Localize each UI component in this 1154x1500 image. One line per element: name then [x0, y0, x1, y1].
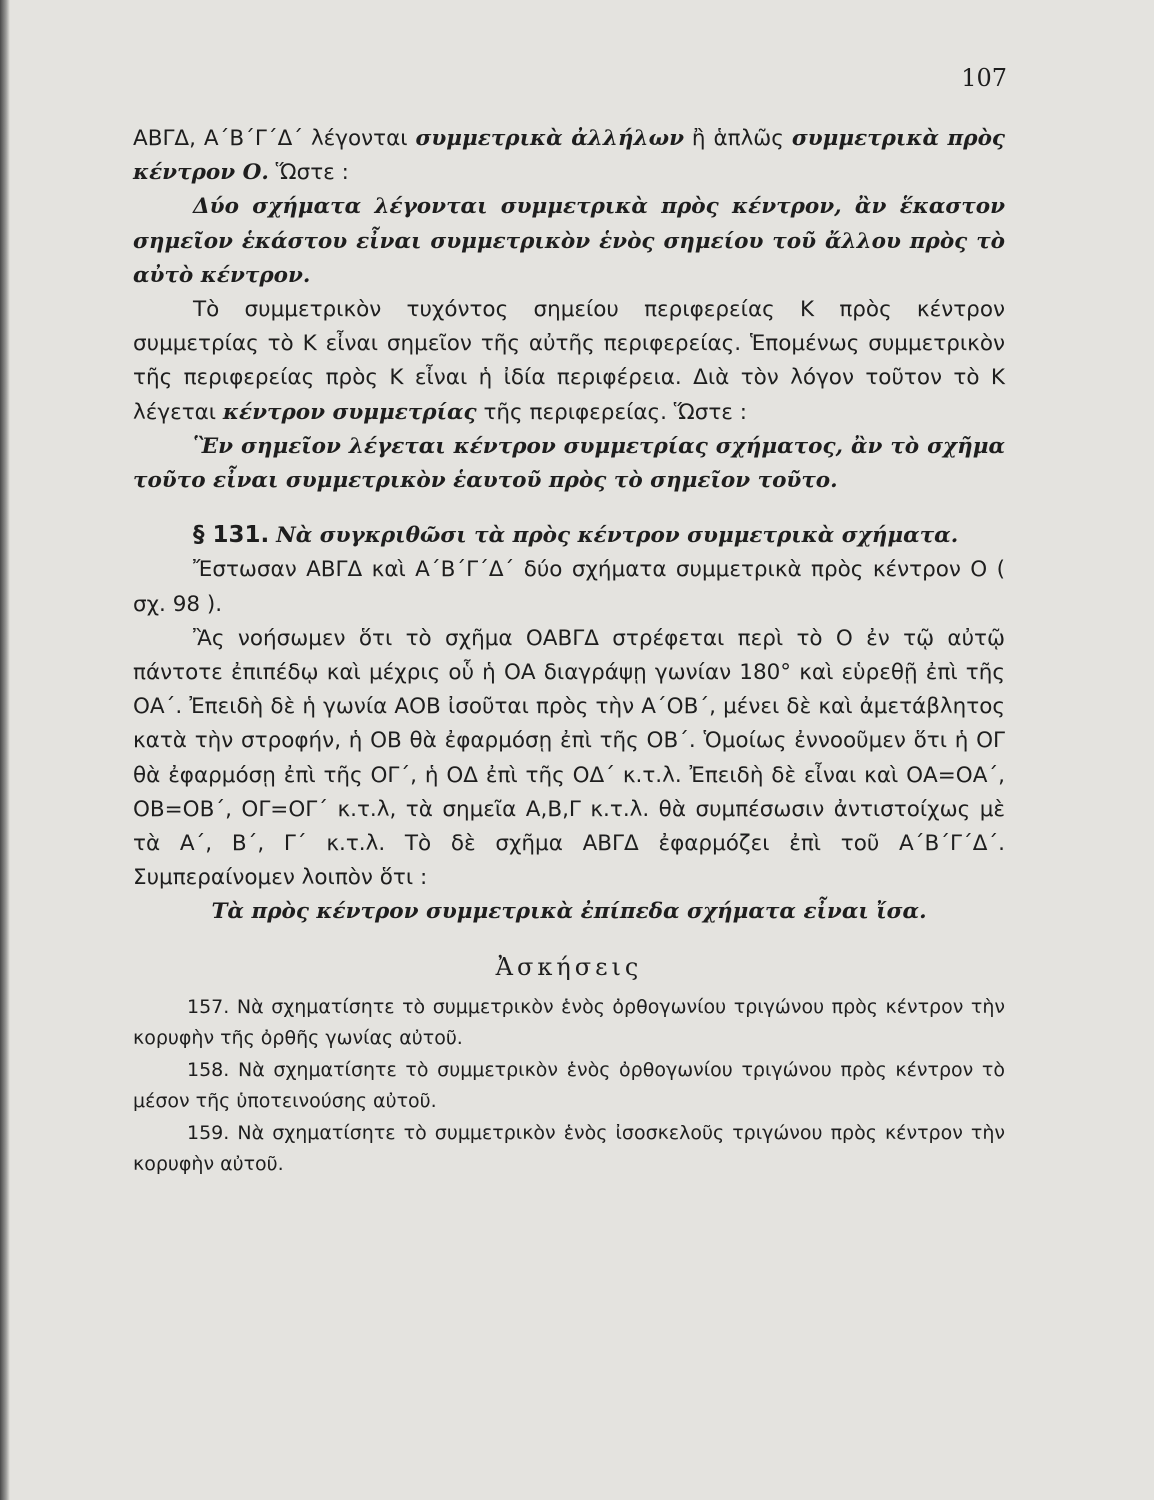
page-number: 107 [961, 64, 1007, 92]
book-gutter-shadow [0, 0, 10, 1500]
paragraph-4: Ἂς νοήσωμεν ὅτι τὸ σχῆμα ΟΑΒΓΔ στρέφεται περὶ τὸ Ο ἐν τῷ αὐτῷ πάντοτε ἐπιπέδῳ καὶ μέχρις οὗ ἡ ΟΑ διαγράψῃ γωνίαν 180° καὶ εὑρεθῇ ἐπὶ τῆς ΟΑ΄. Ἐπειδὴ δὲ ἡ γωνία ΑΟΒ ἰσοῦται πρὸς τὴν Α΄ΟΒ΄, μένει δὲ καὶ ἀμετάβλητος κατὰ τὴν στροφήν, ἡ ΟΒ θὰ ἐφαρμόσῃ ἐπὶ τῆς ΟΒ΄. Ὁμοίως ἐννοοῦμεν ὅτι ἡ ΟΓ θὰ ἐφαρμόσῃ ἐπὶ τῆς ΟΓ΄, ἡ ΟΔ ἐπὶ τῆς ΟΔ΄ κ.τ.λ. Ἐπειδὴ δὲ εἶναι καὶ ΟΑ=ΟΑ΄, ΟΒ=ΟΒ΄, ΟΓ=ΟΓ΄ κ.τ.λ, τὰ σημεῖα Α,Β,Γ κ.τ.λ. θὰ συμπέσωσιν ἀντιστοίχως μὲ τὰ Α΄, Β΄, Γ΄ κ.τ.λ. Τὸ δὲ σχῆμα ΑΒΓΔ ἐφαρμόζει ἐπὶ τοῦ Α΄Β΄Γ΄Δ΄. Συμπεραίνομεν λοιπὸν ὅτι : [133, 625, 1005, 891]
exercise-item: 157. Νὰ σχηματίσητε τὸ συμμετρικὸν ἑνὸς ὀρθογωνίου τριγώνου πρὸς κέντρον τὴν κορυφὴν τῆς ὀρθῆς γωνίας αὐτοῦ. [133, 995, 1005, 1050]
section-heading [133, 518, 1005, 553]
text-run: Τὸ συμμετρικὸν τυχόντος σημείου περιφερείας Κ πρὸς κέντρον συμμετρίας τὸ Κ εἶναι σημεῖον τῆς αὐτῆς περιφερείας. Ἑπομένως συμμετρικὸν τῆς περιφερείας πρὸς Κ εἶναι ἡ ἰδία περιφέρεια. Διὰ τὸν λόγον τοῦτον τὸ Κ λέγεται [133, 297, 1005, 425]
text-run: ΑΒΓΔ, Α΄Β΄Γ΄Δ΄ λέγονται [133, 126, 416, 151]
exercise-item: 158. Νὰ σχηματίσητε τὸ συμμετρικὸν ἑνὸς ὀρθογωνίου τριγώνου πρὸς κέντρον τὸ μέσον τῆς ὑποτεινούσης αὐτοῦ. [133, 1058, 1005, 1113]
emphasis: συμμετρικὰ πρὸς κέντρον Ο. [133, 126, 1006, 186]
text-run: Ὥστε : [268, 160, 349, 186]
paragraph-3: Ἔστωσαν ΑΒΓΔ καὶ Α΄Β΄Γ΄Δ΄ δύο σχήματα συμμετρικὰ πρὸς κέντρον Ο ( σχ. 98 ). [133, 557, 1005, 617]
exercise-item: 159. Νὰ σχηματίσητε τὸ συμμετρικὸν ἑνὸς ἰσοσκελοῦς τριγώνου πρὸς κέντρον τὴν κορυφὴν αὐτοῦ. [133, 1121, 1005, 1176]
definition-center-of-symmetry: Ἓν σημεῖον λέγεται κέντρον συμμετρίας σχήματος, ἂν τὸ σχῆμα τοῦτο εἶναι συμμετρικὸν ἑαυτοῦ πρὸς τὸ σημεῖον τοῦτο. [133, 433, 1005, 494]
emphasis: κέντρον συμμετρίας [222, 399, 477, 425]
definition-symmetric-figures: Δύο σχήματα λέγονται συμμετρικὰ πρὸς κέντρον, ἂν ἕκαστον σημεῖον ἑκάστου εἶναι συμμετρικὸν ἑνὸς σημείου τοῦ ἄλλου πρὸς τὸ αὐτὸ κέντρον. [133, 194, 1005, 288]
exercise-list [133, 992, 1005, 1181]
paragraph-1 [133, 122, 1005, 190]
text-run: τῆς περιφερείας. Ὥστε : [476, 399, 747, 425]
section-number: § 131. [193, 522, 270, 549]
exercises-heading: Ἀσκήσεις [495, 952, 643, 981]
text-run: ἢ ἁπλῶς [684, 126, 792, 151]
paragraph-2 [133, 293, 1005, 430]
theorem-statement: Τὰ πρὸς κέντρον συμμετρικὰ ἐπίπεδα σχήματα εἶναι ἴσα. [211, 899, 927, 925]
page-text [133, 122, 1005, 1181]
section-title: Νὰ συγκριθῶσι τὰ πρὸς κέντρον συμμετρικὰ σχήματα. [276, 523, 959, 549]
emphasis: συμμετρικὰ ἀλλήλων [415, 126, 684, 151]
